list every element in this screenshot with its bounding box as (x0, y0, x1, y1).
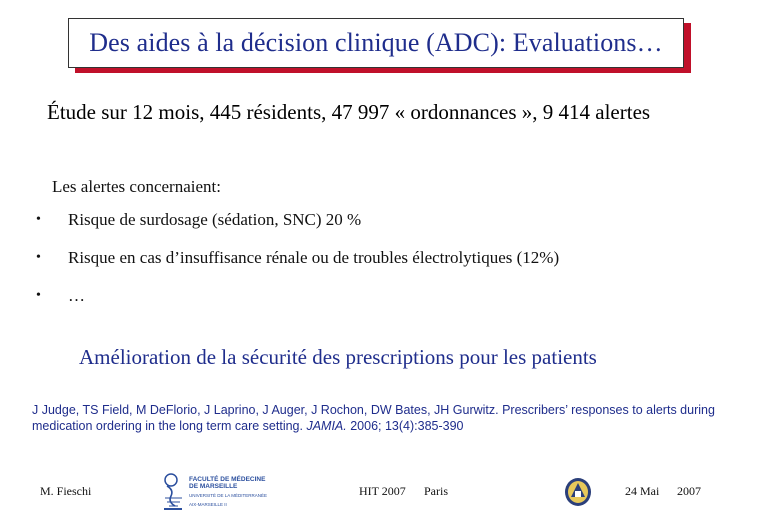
faculty-logo-line1: FACULTÉ DE MÉDECINE (189, 476, 266, 483)
citation (32, 402, 732, 434)
bullet-icon: • (36, 212, 41, 227)
list-item-text: Risque de surdosage (sédation, SNC) 20 % (68, 210, 362, 229)
citation-volume: 2006; 13(4):385-390 (346, 419, 464, 433)
citation-journal: JAMIA. (306, 419, 347, 433)
list-item (36, 210, 559, 248)
conclusion-statement: Amélioration de la sécurité des prescriptions pour les patients (79, 345, 597, 369)
bullet-icon: • (36, 250, 41, 265)
list-item (36, 248, 559, 286)
faculty-logo-line2: DE MARSEILLE (189, 483, 238, 490)
title-box (68, 18, 684, 68)
list-item-text: … (68, 286, 85, 305)
bullet-icon: • (36, 288, 41, 303)
footer-author: M. Fieschi (40, 484, 92, 498)
alerts-list (36, 210, 559, 324)
university-seal-icon (564, 477, 592, 507)
citation-authors-title: J Judge, TS Field, M DeFlorio, J Laprino, J Auger, J Rochon, DW Bates, JH Gurwitz. Prescribers’ responses to alerts during medication ordering in the long term care setting. (32, 403, 715, 433)
list-item-text: Risque en cas d’insuffisance rénale ou de troubles électrolytiques (12%) (68, 248, 560, 267)
study-summary: Étude sur 12 mois, 445 résidents, 47 997 « ordonnances », 9 414 alertes (47, 100, 651, 124)
faculty-medicine-logo-icon (162, 472, 186, 512)
faculty-logo-line4: AIX-MARSEILLE II (189, 502, 227, 507)
footer-event: HIT 2007 (359, 484, 406, 498)
footer-date-day: 24 Mai (625, 484, 660, 498)
faculty-logo-text (189, 476, 267, 508)
faculty-logo-line3: UNIVERSITÉ DE LA MÉDITERRANÉE (189, 493, 268, 498)
alerts-intro: Les alertes concernaient: (52, 177, 221, 196)
list-item (36, 286, 559, 324)
slide-title: Des aides à la décision clinique (ADC): Evaluations… (89, 28, 663, 57)
footer-city: Paris (424, 484, 448, 498)
faculty-logo (162, 470, 274, 514)
footer-date-year: 2007 (677, 484, 701, 498)
